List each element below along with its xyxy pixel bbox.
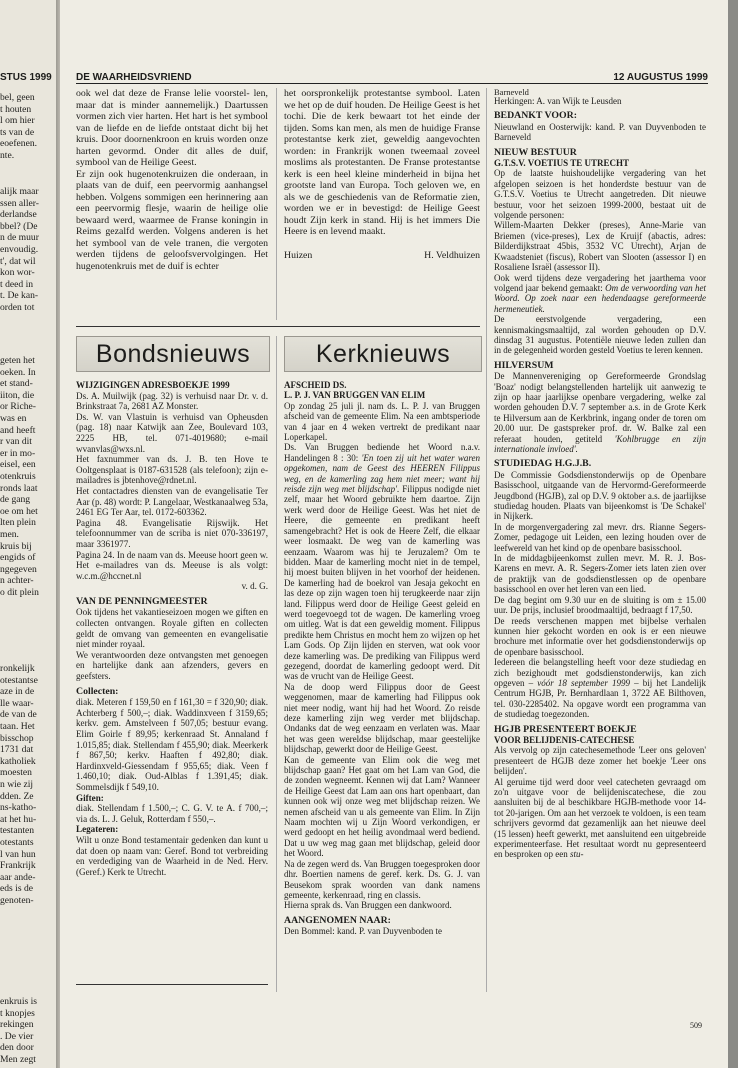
section-title-bondsnieuws: Bondsnieuws (76, 336, 270, 372)
heading: STUDIEDAG H.G.J.B. (494, 458, 592, 470)
paragraph: Kan de gemeente van Elim ook die weg met blijdschap gaan? Het gaat om het Lam van God, die de zonden wegneemt. Kennen wij dat Lam? Wanneer de Heilige Geest dat Lam aan ons hart openbaart, dan kunnen ook wij onze weg met blijdschap reizen. We nemen afscheid van u als gemeente van Elim. In Zijn Naam mochten wij u Zijn Woord verkondigen, er werd gedoopt en het heilig avondmaal werd bediend. Dat u uw weg mag gaan met blijdschap, geleid door het Woord. (284, 754, 480, 859)
heading: NIEUW BESTUUR (494, 146, 577, 158)
paragraph: Ds. A. Muilwijk (pag. 32) is verhuisd naar Dr. v. d. Brinkstraat 7a, 2681 AZ Monster. (76, 390, 268, 412)
paragraph: Iedereen die belangstelling heeft voor deze studiedag en zich bezighoudt met godsdienstonderwijs, kan zich opgeven – vóór 18 september 1999 – bij het Landelijk Centrum HGJB, Pr. Bernhardlaan 1, 3722 AE Bilthoven, tel. 030-2285402. Na opgave wordt een programma van de studiedag toegezonden. (494, 657, 706, 720)
bondsnieuws-column (76, 380, 268, 877)
heading: HILVERSUM (494, 359, 554, 371)
paragraph: De reeds verschenen mappen met bijbelse verhalen kunnen hier gekocht worden en ook is er een nieuwe brochure met informatie over het godsdienstonderwijs op de openbare basisschool. (494, 615, 706, 657)
header-rule (76, 83, 708, 84)
prev-text-block: ronkelijk otestantse aze in de lle waar- de van de taan. Het bisschop 1731 dat katholiek moesten n wie zij dden. Ze ns-katho- at het hu- testanten otestants l van hun Frankrijk aar ande- eds is de genoten- (0, 663, 38, 906)
paragraph: Ook tijdens het vakantieseizoen mogen we giften en collecten ontvangen. Royale giften en collecten geldt de omvang van gemeenten en evangelisatie niet minder royaal. (76, 607, 268, 650)
heading: G.T.S.V. VOETIUS TE UTRECHT (494, 158, 629, 169)
paragraph: Het contactadres diensten van de evangelisatie Ter Aar (p. 48) wordt: P. Langelaar, Westkanaalweg 53a, 2461 EG Ter Aar, tel. 0172-603362. (76, 485, 268, 518)
paragraph: Na de doop werd Filippus door de Geest weggenomen, maar de kamerling had Filippus ook niet meer nodig, want hij had het Woord. Zo reisde deze kamerling zijn weg verder met blijdschap. Ondanks dat de weg eenzaam en verlaten was. Maar het was geen wereldse blijdschap, maar geestelijke blijdschap, gewerkt door de Heilige Geest. (284, 681, 480, 755)
previous-page-edge (0, 0, 60, 1068)
column-divider (486, 88, 487, 992)
paragraph: Pagina 24. In de naam van ds. Meeuse hoort geen w. Het e-mailadres van ds. Meeuse is als volgt: w.c.m.@hccnet.nl (76, 549, 268, 581)
heading: Giften: (76, 792, 104, 803)
paragraph: We verantwoorden deze ontvangsten met genoegen en hartelijke dank aan afzenders, gevers en geefsters. (76, 649, 268, 682)
paragraph: Na de zegen werd ds. Van Bruggen toegesproken door dhr. Boertien namens de geref. kerk. Ds. G. J. van Beusekom sprak woorden van dank namens gemeente, kerkenraad, ring en classis. (284, 858, 480, 900)
paragraph: Als vervolg op zijn catechesemethode 'Leer ons geloven' presenteert de HGJB deze zomer het boekje 'Leer ons belijden'. (494, 745, 706, 777)
paragraph: Herkingen: A. van Wijk te Leusden (494, 96, 622, 106)
paragraph: Nieuwland en Oosterwijk: kand. P. van Duyvenboden te Barneveld (494, 121, 706, 143)
publication-name: DE WAARHEIDSVRIEND (76, 72, 192, 83)
paragraph: Hierna sprak ds. Van Bruggen een dankwoord. (284, 900, 452, 911)
paragraph: Pagina 48. Evangelisatie Rijswijk. Het telefoonnummer van de scriba is niet 070-336197, maar 3361977. (76, 517, 268, 549)
paragraph: De eerstvolgende vergadering, een kennismakingsmaaltijd, zal worden gehouden op D.V. dinsdag 31 augustus. Potentiële nieuwe leden zullen dan in de gelegenheid worden gesteld Voetius te leren kennen. (494, 314, 706, 356)
column-divider (276, 88, 277, 320)
paragraph: Er zijn ook hugenotenkruizen die onderaan, in plaats van de duif, een peervormig aanhangsel hebben. Volgens sommigen een herinnering aan een peervormig flesje, waarin de heilige olie bewaard werd, waarmee de Franse koningin in Reims gezalfd werden. Volgens anderen is het het symbool van de vele tranen, die vergoten werden tijdens de geloofsvervolgingen. Het hugenotenkruis met de duif is echter (76, 168, 268, 272)
section-end-rule (76, 984, 268, 985)
page-number: 509 (690, 1021, 702, 1030)
paragraph: Ds. W. van Vlastuin is verhuisd van Opheusden (pag. 18) naar Katwijk aan Zee, Boulevard 103, 2225 HB, tel. 071-4019680; e-mail wvanvlas@wxs.nl. (76, 411, 268, 454)
prev-text-block: bel, geen t houten l om hier ts van de eoefenen. nte. (0, 92, 38, 161)
paragraph: Wilt u onze Bond testamentair gedenken dan kunt u dat doen op naam van: Geref. Bond tot verbreiding en verdediging van de Waarheid in de Ned. Herv. (Geref.) Kerk te Utrecht. (76, 834, 268, 877)
section-rule (76, 326, 480, 327)
section-title-kerknieuws: Kerknieuws (284, 336, 482, 372)
paragraph: De Commissie Godsdienstonderwijs op de Openbare Basisschool, uitgaande van de Hervormd-Gereformeerde Jeugdbond (HGJB), zal op D.V. 9 oktober a.s. de jaarlijkse studiedag houden. Plaats van bijeenkomst is 'De Schakel' in Nijkerk. (494, 469, 706, 522)
signature-place: Huizen (284, 249, 313, 261)
paragraph: ook wel dat deze de Franse lelie voorstel- len, maar dat is minder aannemelijk.) Daartussen vormen zich vier harten. Het hart is het symbool van de liefde en de liefde ontstaat dicht bij het kruis. Door doornenkroon en kruis worden onze harten gevormd. Onder dit alles de duif, symbool van de Heilige Geest. (76, 88, 268, 168)
heading: HGJB PRESENTEERT BOEKJE (494, 723, 637, 735)
paragraph: In de morgenvergadering zal mevr. drs. Rianne Segers-Zomer, pedagoge uit Leiden, een lezing houden over de leefwereld van het kind op de openbare basisschool. (494, 521, 706, 553)
running-header (76, 72, 708, 83)
newspaper-page (60, 0, 728, 1068)
heading: VAN DE PENNINGMEESTER (76, 595, 208, 607)
kerknieuws-column (284, 380, 480, 937)
signature (284, 250, 480, 262)
paragraph: De dag begint om 9.30 uur en de sluiting is om ± 15.00 uur. De prijs, inclusief broodmaaltijd, bedraagt f 17,50. (494, 594, 706, 616)
paragraph: Barneveld (494, 87, 529, 97)
heading: WIJZIGINGEN ADRESBOEKJE 1999 (76, 380, 230, 390)
paragraph: diak. Stellendam f 1.500,–; C. G. V. te A. f 700,–; via ds. L. J. Geluk, Rotterdam f 550,–. (76, 803, 268, 824)
heading: Legateren: (76, 824, 119, 835)
signature-name: H. Veldhuizen (424, 249, 480, 261)
paragraph: Den Bommel: kand. P. van Duyvenboden te (284, 926, 442, 937)
column-divider (276, 336, 277, 992)
heading: AANGENOMEN NAAR: (284, 914, 391, 926)
prev-page-header: STUS 1999 (0, 72, 52, 83)
paragraph: Al geruime tijd werd door veel catecheten gevraagd om zo'n uitgave voor de belijdeniscatechese, die zou aansluiten bij de al beschikbare HGJB-methode voor 14- tot 20-jarigen. Om aan het verzoek te voldoen, is een team schrijvers gevormd dat gezamenlijk aan het nieuwe deel (15 lessen) heeft gewerkt, met aansluitend een uitgebreide experimenteerfase. Het resultaat wordt nu gepresenteerd en besproken op een stu- (494, 776, 706, 860)
article-continuation-col2 (284, 88, 480, 261)
heading: AFSCHEID DS. (284, 380, 347, 390)
heading: BEDANKT VOOR: (494, 110, 578, 122)
paragraph: In de middagbijeenkomst zullen mevr. M. R. J. Bos-Karens en mevr. A. R. Segers-Zomer iets laten zien over de praktijk van de godsdienstlessen op de openbare basisschool en over het leren van een lied. (494, 553, 706, 595)
paragraph: Op zondag 25 juli jl. nam ds. L. P. J. van Bruggen afscheid van de gemeente Elim. Na een ambtsperiode van 4 jaar en 4 weken vertrekt de predikant naar Loperkapel. (284, 400, 480, 443)
paragraph: diak. Meteren f 159,50 en f 161,30 = f 320,90; diak. Achterberg f 500,–; diak. Waddinxveen f 3159,65; kerkv. gem. Amstelveen f 507,05; bestuur evang. Elim Goirle f 89,95; kerkenraad St. Annaland f 1.015,85; diak. Stellendam f 455,90; diak. Meerkerk f 867,50; kerkv. Haaften f 492,80; diak. Hardinxveld-Giessendam f 955,65; diak. Veen f 1.460,10; diak. Oud-Alblas f 1.391,45; diak. Sommelsdijk f 549,10. (76, 697, 268, 792)
paragraph: Willem-Maarten Dekker (preses), Anne-Marie van Briemen (vice-preses), Lex de Kruijf (abactis, adres: Bilderdijkstraat 45bis, 3532 VC Utrecht), Arjan de Kwaadsteniet (fiscus), Robert van Slooten (assessor I) en Rosaliene Israël (assessor II). (494, 220, 706, 273)
heading: L. P. J. VAN BRUGGEN VAN ELIM (284, 390, 426, 401)
paragraph: Op de laatste huishoudelijke vergadering van het afgelopen seizoen is het honderdste bestuur van de G.T.S.V. Voetius te Utrecht aangetreden. Dit nieuwe bestuur, voor het seizoen 1999-2000, bestaat uit de volgende personen: (494, 168, 706, 221)
paragraph: Ds. Van Bruggen bediende het Woord n.a.v. Handelingen 8 : 30: 'En toen zij uit het water waren opgekomen, nam de Geest des HEEREN Filippus weg, en de kamerling zag hem niet meer; want hij reisde zijn weg met blijdschap'. Filippus nodigde niet zelf, maar het Woord gebruikte hem daartoe. Zijn werk werd door de Heilige Geest. Was het niet de Heere, die gemeente en predikant heeft samengebracht? Het is ook de Heere Zelf, die elkaar weer losmaakt. De weg van de kamerling was eenzaam. Waarom was hij te Jeruzalem? Om te bidden. Maar de kamerling mocht niet in de tempel, hij moest buiten blijven in het voorhof der heidenen. De kamerling had de boekrol van Jesaja gekocht en las deze op zijn wagen toen hij terugkeerde naar zijn land. Filippus werd door de Heilige Geest geleid en werd toegevoegd tot de wagen. De kamerling vroeg om uitleg. Wat is dat een geweldig moment. Filippus predikte hem Christus en mocht hem zo wijzen op het Lam Gods. Op Zijn lijden en sterven, wat ook voor deze kamerling was. De prediking van Filippus werd gezegend, doordat de kamerling gedoopt werd. Dit was de vrucht van de Heilige Geest. (284, 442, 480, 682)
prev-text-block: enkruis is t knopjes rekingen . De vier den door Men zegt (0, 996, 38, 1065)
signature: v. d. G. (241, 581, 268, 592)
paragraph: Ook werd tijdens deze vergadering het jaarthema voor volgend jaar bekend gemaakt: Om de verwoording van het Woord. Op zoek naar een hedendaagse gereformeerde hermeneutiek. (494, 272, 706, 314)
heading: VOOR BELIJDENIS-CATECHESE (494, 734, 635, 745)
paragraph: het oorspronkelijk protestantse symbool. Laten we het op de duif houden. De Heilige Geest is het tochi. Die de kerk bewaart tot het einde der tijden. Soms kan men, als men de huidige Franse protestantse kerk ziet, geweldig aangevochten worden: in Frankrijk wonen tweemaal zoveel moslims als protestanten. De Franse protestantse kerk is een heel kleine minderheid in bijna het grootste land van Europa. Toch geloven we, en als we de geschiedenis van de Reformatie zien, worden we er in bevestigd: de Heilige Geest houdt Zijn kerk in stand. Hij is het immers Die Heere is en levend maakt. (284, 88, 480, 237)
right-news-column (494, 88, 706, 860)
prev-text-block: alijk maar ssen aller- derlandse bbel? (De n de muur envoudig. t', dat wil kon wor- t deed in t. De kan- orden tot (0, 186, 39, 313)
paragraph: Het faxnummer van ds. J. B. ten Hove te Ooltgensplaat is 0187-631528 (als telefoon); zijn e-mailadres is jbtenhove@rdnet.nl. (76, 454, 268, 486)
article-continuation-col1 (76, 88, 268, 272)
prev-text-block: geten het oeken. In et stand- iiton, die or Riche- was en and heeft r van dit er in mo- eisel, een otenkruis ronds laat de gang oe om het lten plein men. kruis bij engids of ngegeven n achter- o dit plein (0, 355, 39, 598)
issue-date: 12 AUGUSTUS 1999 (613, 72, 708, 83)
paragraph: De Mannenvereniging op Gereformeerde Grondslag 'Boaz' nodigt belangstellenden hartelijk uit aanwezig te zijn op haar jaarlijkse openbare vergadering, welke zal worden gehouden D.V. 7 september a.s. in de Grote Kerk te Hilversum aan de Kerkbrink, ingang onder de toren om 20.00 uur. De gastspreker prof. dr. W. Balke zal een referaat houden, getiteld 'Kohlbrugge en zijn internationale invloed'. (494, 371, 706, 454)
heading: Collecten: (76, 685, 119, 697)
